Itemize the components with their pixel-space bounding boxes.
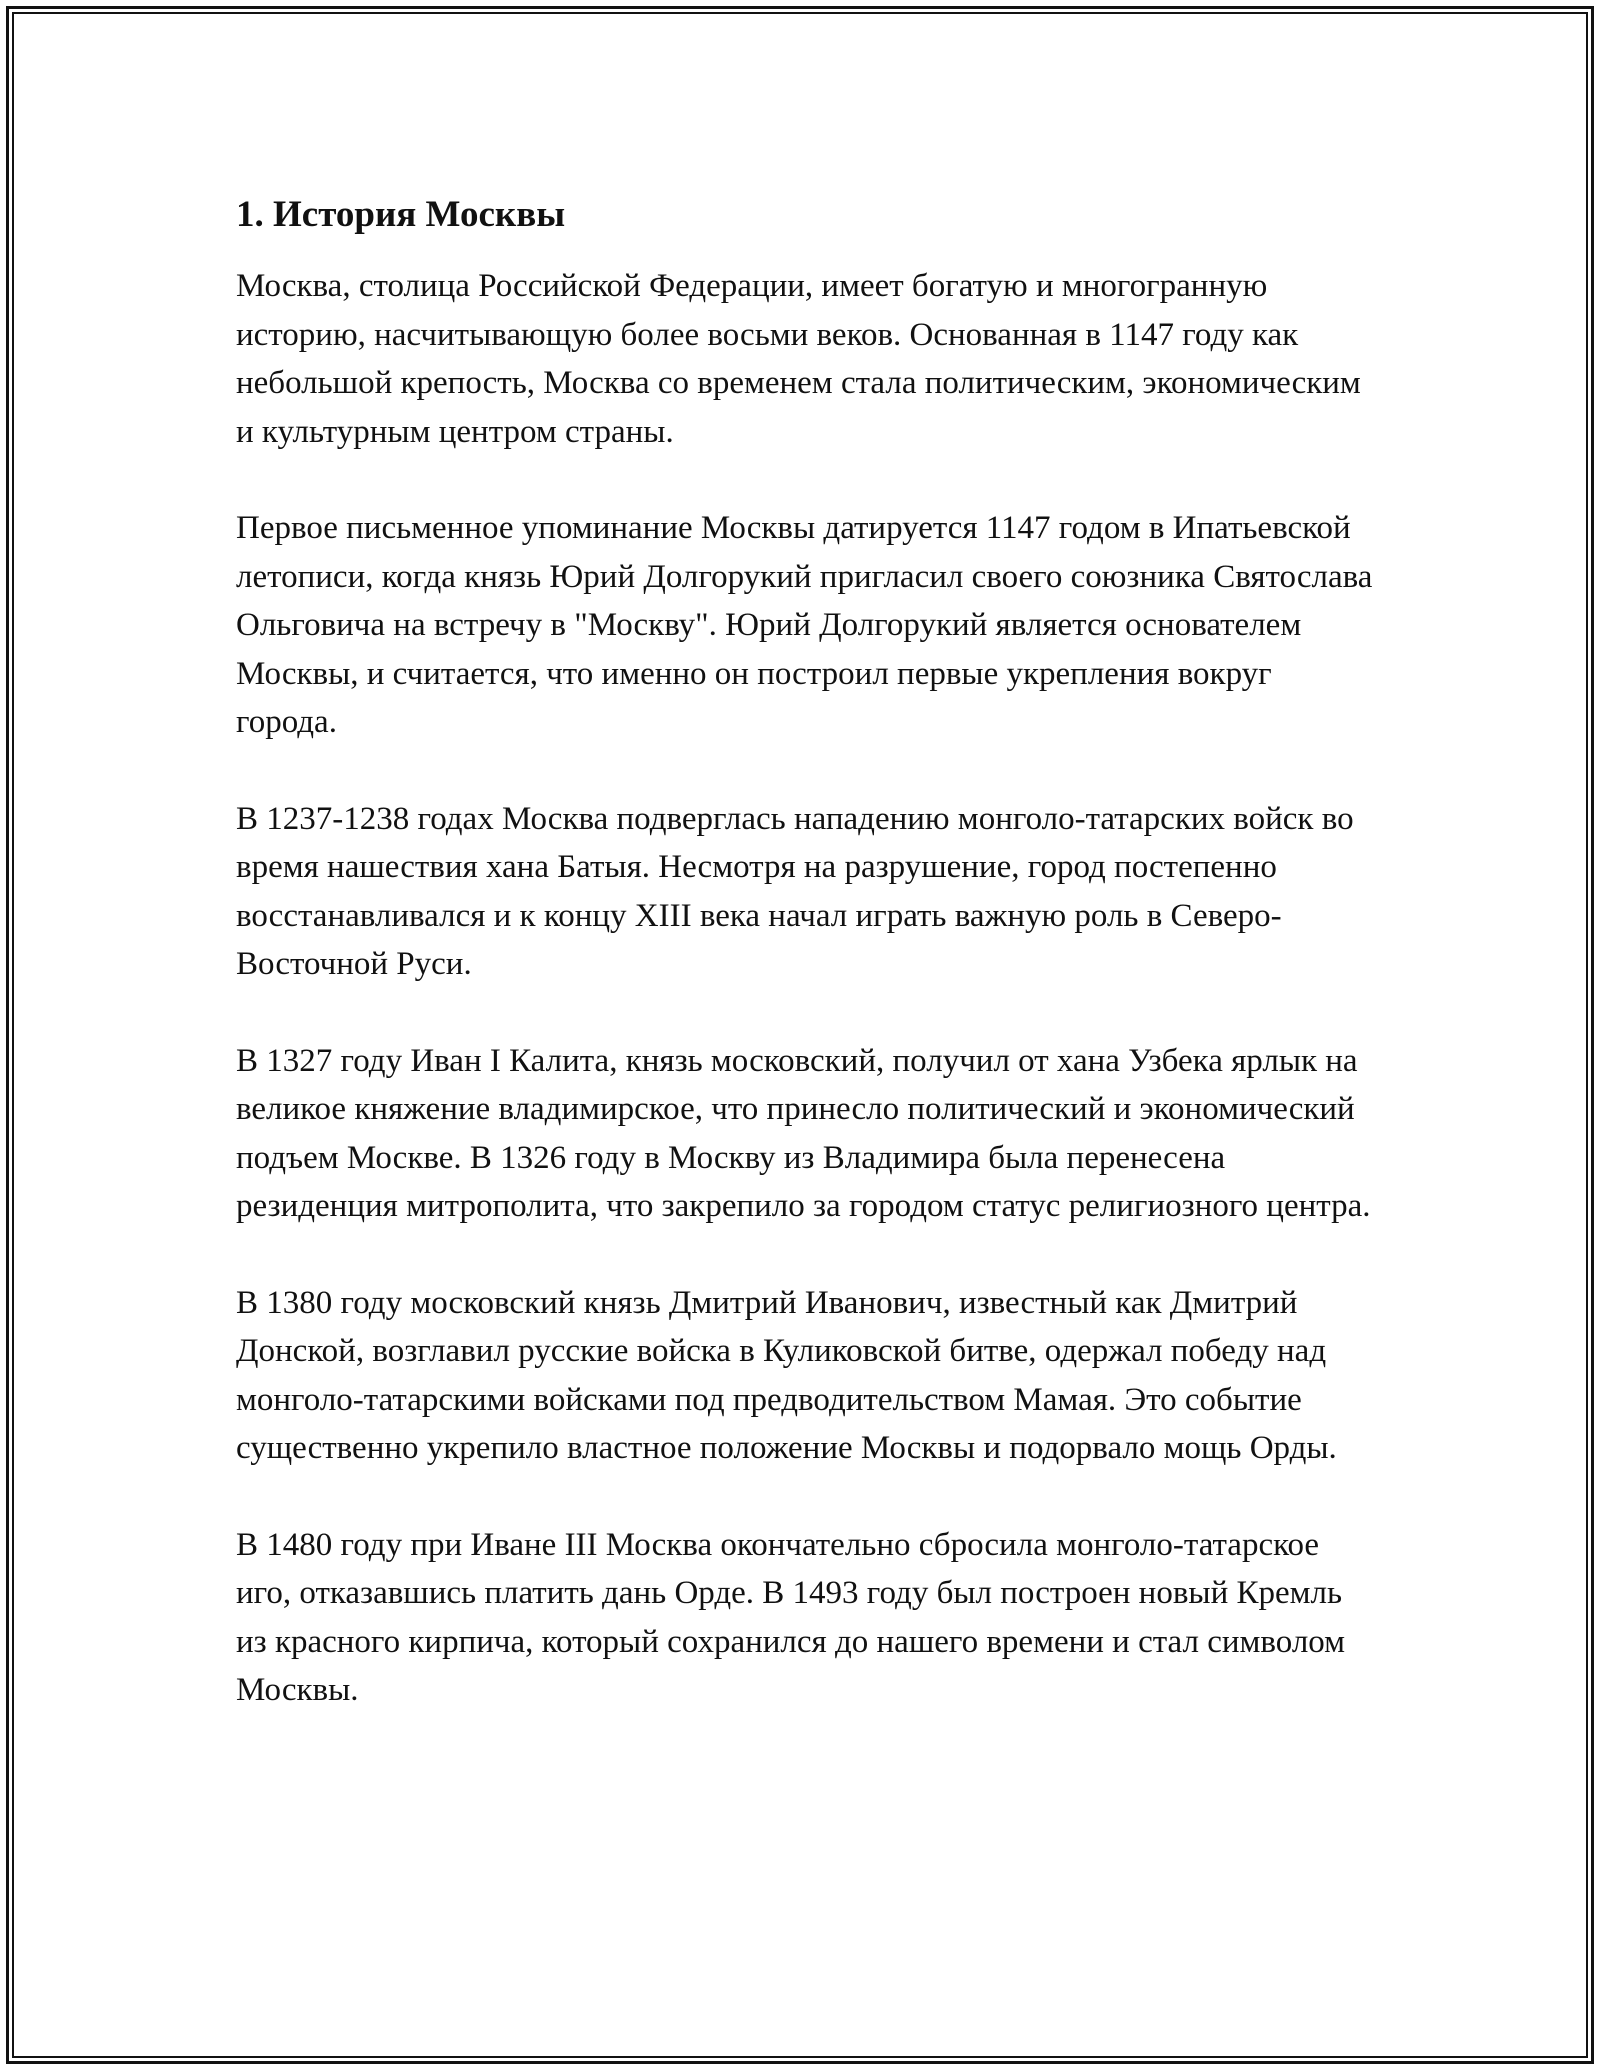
paragraph-6: В 1480 году при Иване III Москва окончательно сбросила монголо-татарское иго, отказавшись платить дань Орде. В 1493 году был построен новый Кремль из красного кирпича, который сохранился до нашего времени и стал символом Москвы. xyxy=(236,1526,1346,1708)
paragraph-4: В 1327 году Иван I Калита, князь московский, получил от хана Узбека ярлык на великое княжение владимирское, что принесло политический и экономический подъем Москве. В 1326 году в Москву из Владимира была перенесена резиденция митрополита, что закрепило за городом статус религиозного центра. xyxy=(236,1042,1371,1224)
paragraph-3: В 1237-1238 годах Москва подверглась нападению монголо-татарских войск во время нашествия хана Батыя. Несмотря на разрушение, город постепенно восстанавливался и к концу XIII века начал играть важную роль в Северо-Восточной Руси. xyxy=(236,800,1354,982)
document-body xyxy=(236,186,1376,1763)
section-heading: 1. История Москвы xyxy=(236,194,566,235)
paragraph-5: В 1380 году московский князь Дмитрий Иванович, известный как Дмитрий Донской, возглавил русские войска в Куликовской битве, одержал победу над монголо-татарскими войсками под предводительством Мамая. Это событие существенно укрепило властное положение Москвы и подорвало мощь Орды. xyxy=(236,1284,1337,1466)
paragraph-1: Москва, столица Российской Федерации, имеет богатую и многогранную историю, насчитывающую более восьми веков. Основанная в 1147 году как небольшой крепость, Москва со временем стала политическим, экономическим и культурным центром страны. xyxy=(236,268,1361,450)
paragraph-2: Первое письменное упоминание Москвы датируется 1147 годом в Ипатьевской летописи, когда князь Юрий Долгорукий пригласил своего союзника Святослава Ольговича на встречу в "Москву". Юрий Долгорукий является основателем Москвы, и считается, что именно он построил первые укрепления вокруг города. xyxy=(236,510,1373,740)
